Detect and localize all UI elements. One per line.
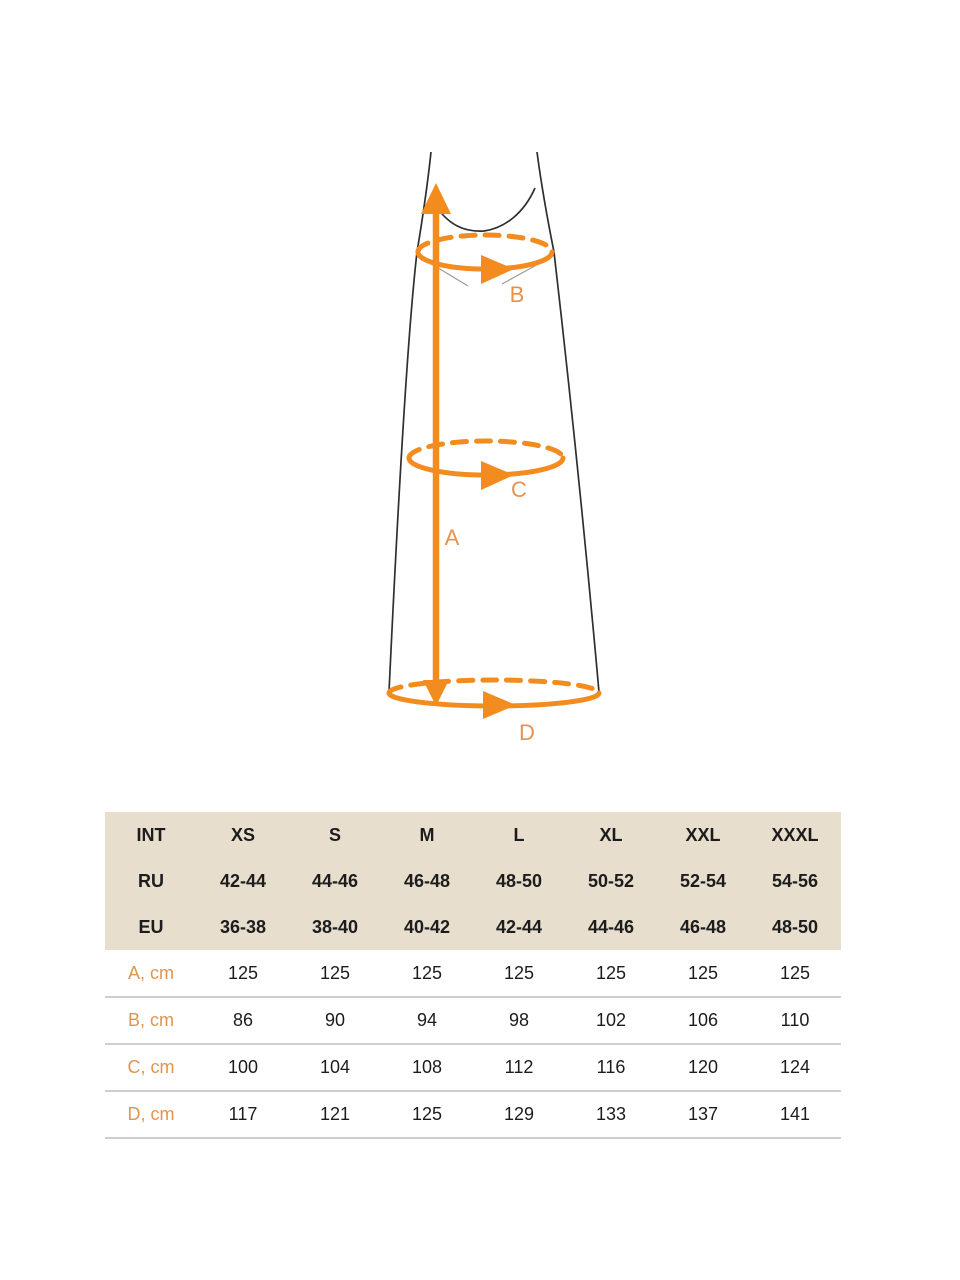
hem-arrowhead-icon: [483, 691, 516, 719]
measure-cell: 100: [227, 1057, 259, 1077]
size-cell: 52-54: [657, 858, 749, 904]
size-cell: 44-46: [565, 904, 657, 950]
size-cell: 54-56: [749, 858, 841, 904]
measure-cell: 94: [416, 1010, 438, 1030]
measure-cell: 110: [780, 1010, 810, 1030]
measure-cell: 106: [687, 1010, 719, 1030]
size-cell: XL: [565, 812, 657, 858]
bust-letter-label: B: [509, 282, 525, 307]
table-row-a: [105, 950, 841, 997]
size-cell: 44-46: [289, 858, 381, 904]
size-cell: S: [289, 812, 381, 858]
size-table-body: [105, 950, 841, 1138]
table-row-b: [105, 997, 841, 1044]
hem-ellipse-dashed-arc: [389, 680, 599, 693]
measure-label-a: A, cm: [127, 962, 174, 983]
measure-label-c: C, cm: [127, 1057, 175, 1077]
hip-arrowhead-icon: [481, 461, 514, 490]
hip-ellipse-dashed-arc: [409, 441, 563, 458]
size-cell: 40-42: [381, 904, 473, 950]
right-side-seam: [554, 252, 599, 692]
header-label-int: INT: [105, 812, 197, 858]
hem-letter-label: D: [519, 720, 535, 745]
measure-cell: 141: [779, 1104, 811, 1124]
size-table-header: [105, 812, 841, 950]
measure-cell: 98: [508, 1010, 530, 1030]
table-row-c: [105, 1044, 841, 1091]
left-side-seam: [389, 252, 417, 692]
size-cell: L: [473, 812, 565, 858]
right-strap-line: [537, 152, 554, 252]
size-cell: 42-44: [473, 904, 565, 950]
measure-cell: 102: [595, 1010, 627, 1030]
measure-cell: 112: [504, 1057, 534, 1077]
measure-cell: 125: [687, 962, 719, 983]
measure-cell: 117: [228, 1104, 258, 1124]
measure-cell: 121: [319, 1104, 351, 1124]
measure-cell: 129: [503, 1104, 535, 1124]
measure-cell: 125: [227, 962, 259, 983]
dress-measurement-diagram: [320, 120, 670, 790]
measure-cell: 90: [324, 1010, 346, 1030]
size-cell: M: [381, 812, 473, 858]
size-cell: XS: [197, 812, 289, 858]
measure-cell: 86: [232, 1010, 254, 1030]
measure-cell: 125: [411, 962, 443, 983]
size-cell: 50-52: [565, 858, 657, 904]
header-label-ru: RU: [105, 858, 197, 904]
measure-cell: 116: [596, 1057, 626, 1077]
length-letter-label: A: [444, 525, 460, 550]
measure-cell: 125: [503, 962, 535, 983]
measure-cell: 124: [779, 1057, 811, 1077]
table-row-d: [105, 1091, 841, 1138]
measure-cell: 125: [779, 962, 811, 983]
size-cell: XXXL: [749, 812, 841, 858]
hem-measure-ellipse: [389, 680, 599, 719]
measure-label-b: B, cm: [127, 1010, 174, 1030]
size-cell: 42-44: [197, 858, 289, 904]
measure-cell: 125: [411, 1104, 443, 1124]
measure-cell: 120: [687, 1057, 719, 1077]
size-table: [105, 812, 841, 1139]
table-row-ru: [105, 858, 841, 904]
measure-cell: 108: [411, 1057, 443, 1077]
table-row-eu: [105, 904, 841, 950]
size-cell: 46-48: [381, 858, 473, 904]
measure-cell: 137: [687, 1104, 719, 1124]
size-cell: 38-40: [289, 904, 381, 950]
size-cell: XXL: [657, 812, 749, 858]
measure-label-d: D, cm: [127, 1104, 175, 1124]
size-cell: 36-38: [197, 904, 289, 950]
measure-cell: 125: [595, 962, 627, 983]
size-cell: 46-48: [657, 904, 749, 950]
dress-diagram-svg: [320, 120, 670, 790]
hip-measure-ellipse: [409, 441, 563, 490]
measure-cell: 133: [595, 1104, 627, 1124]
table-row-int: [105, 812, 841, 858]
measure-cell: 104: [319, 1057, 351, 1077]
header-label-eu: EU: [105, 904, 197, 950]
hip-letter-label: C: [511, 477, 527, 502]
measure-cell: 125: [319, 962, 351, 983]
size-cell: 48-50: [749, 904, 841, 950]
size-cell: 48-50: [473, 858, 565, 904]
